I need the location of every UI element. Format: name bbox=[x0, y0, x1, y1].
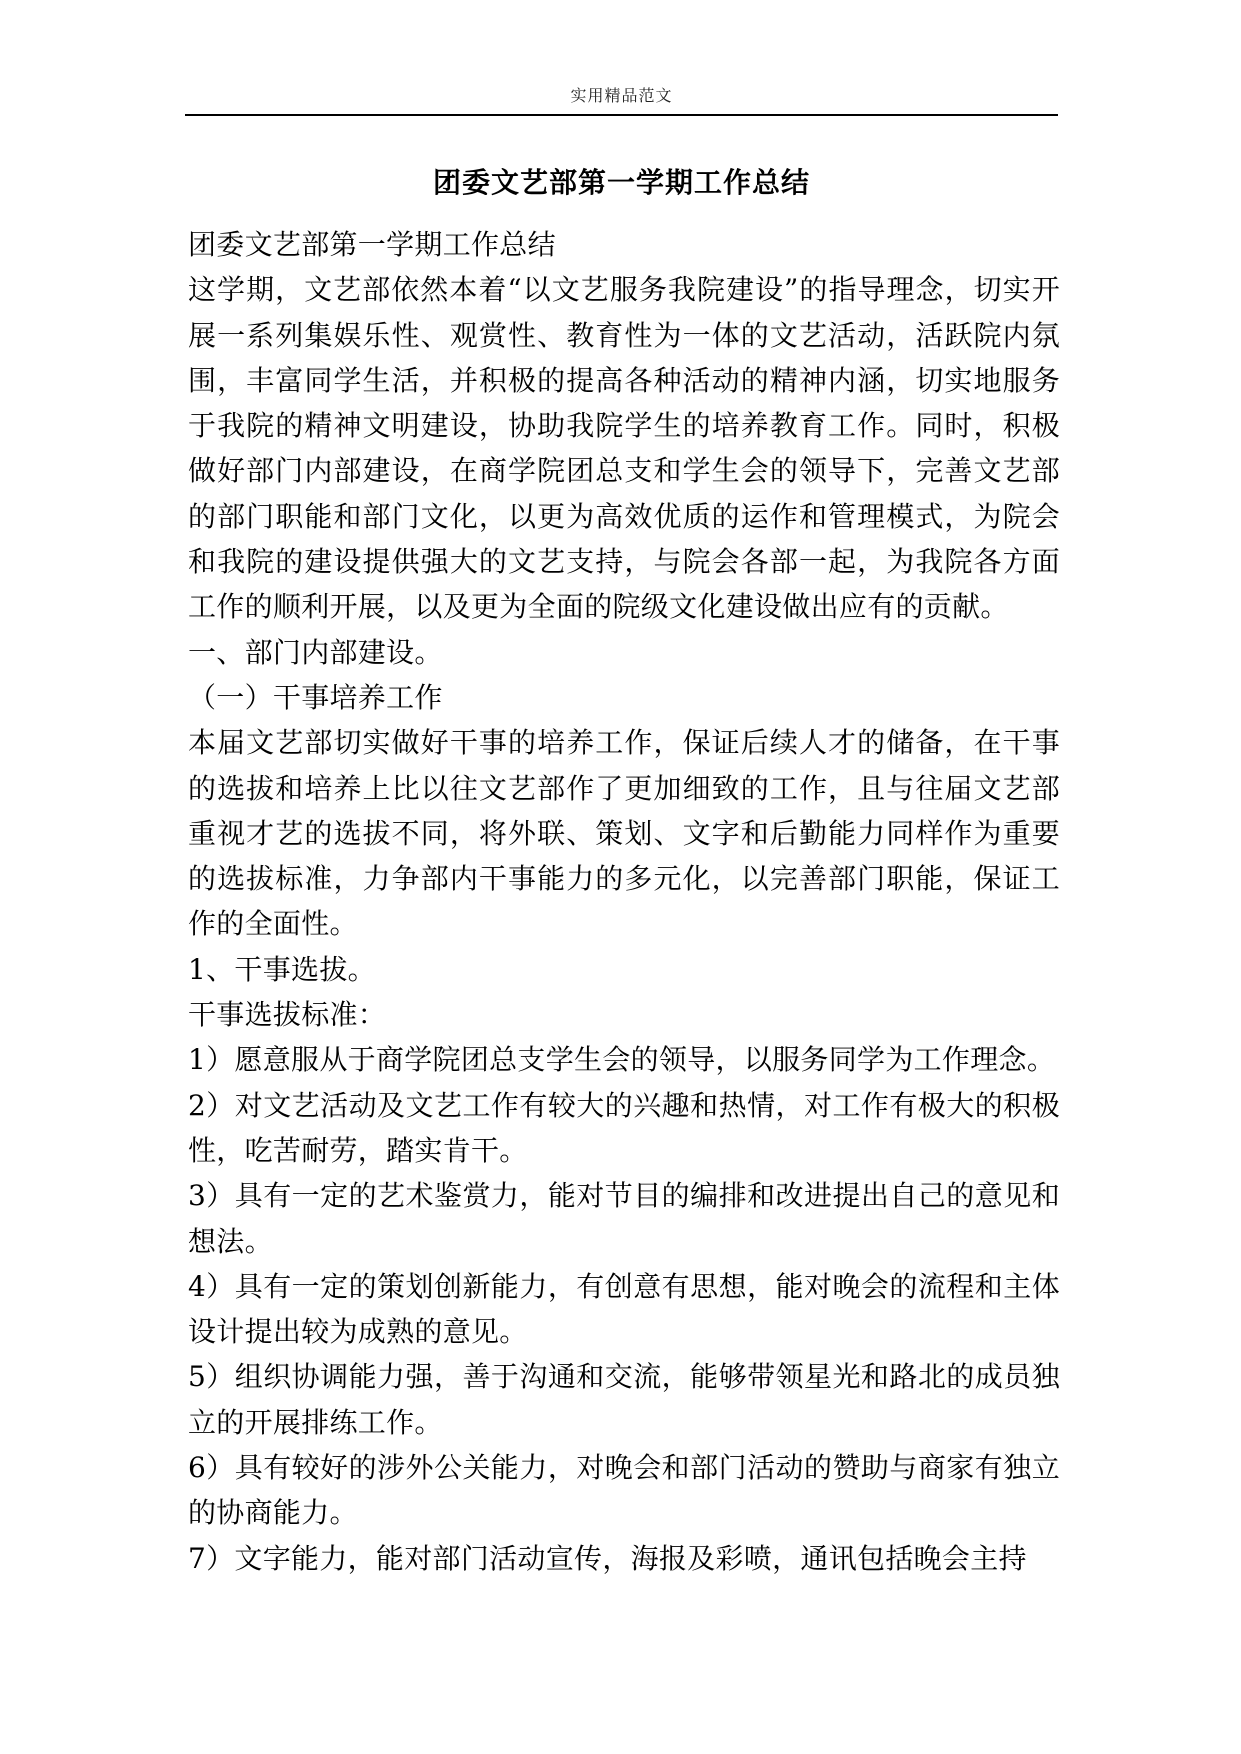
header-divider bbox=[185, 114, 1058, 116]
paragraph-training: 本届文艺部切实做好干事的培养工作，保证后续人才的储备，在干事的选拔和培养上比以往文艺部作了更加细致的工作，且与往届文艺部重视才艺的选拔不同，将外联、策划、文字和后勤能力同样作为重要的选拔标准，力争部内干事能力的多元化，以完善部门职能，保证工作的全面性。 bbox=[188, 726, 1060, 941]
criteria-item: 3）具有一定的艺术鉴赏力，能对节目的编排和改进提出自己的意见和想法。 bbox=[188, 1179, 1060, 1258]
criteria-item: 7）文字能力，能对部门活动宣传，海报及彩喷，通讯包括晚会主持 bbox=[188, 1541, 1027, 1575]
criteria-heading: 干事选拔标准： bbox=[188, 998, 387, 1032]
subsection-heading: （一）干事培养工作 bbox=[188, 680, 443, 714]
item-heading: 1、干事选拔。 bbox=[188, 952, 376, 986]
criteria-item: 6）具有较好的涉外公关能力，对晚会和部门活动的赞助与商家有独立的协商能力。 bbox=[188, 1451, 1060, 1530]
document-body bbox=[188, 222, 1060, 1581]
paragraph-subtitle: 团委文艺部第一学期工作总结 bbox=[188, 228, 556, 261]
running-header: 实用精品范文 bbox=[570, 86, 673, 105]
criteria-item: 1）愿意服从于商学院团总支学生会的领导，以服务同学为工作理念。 bbox=[188, 1043, 1056, 1077]
paragraph-intro: 这学期，文艺部依然本着“以文艺服务我院建设”的指导理念，切实开展一系列集娱乐性、观赏性、教育性为一体的文艺活动，活跃院内氛围，丰富同学生活，并积极的提高各种活动的精神内涵，切实地服务于我院的精神文明建设，协助我院学生的培养教育工作。同时，积极做好部门内部建设，在商学院团总支和学生会的领导下，完善文艺部的部门职能和部门文化，以更为高效优质的运作和管理模式，为院会和我院的建设提供强大的文艺支持，与院会各部一起，为我院各方面工作的顺利开展，以及更为全面的院级文化建设做出应有的贡献。 bbox=[188, 273, 1060, 624]
criteria-item: 2）对文艺活动及文艺工作有较大的兴趣和热情，对工作有极大的积极性，吃苦耐劳，踏实肯干。 bbox=[188, 1088, 1060, 1167]
document-title: 团委文艺部第一学期工作总结 bbox=[432, 166, 810, 199]
criteria-item: 5）组织协调能力强，善于沟通和交流，能够带领星光和路北的成员独立的开展排练工作。 bbox=[188, 1360, 1060, 1439]
section-heading: 一、部门内部建设。 bbox=[188, 635, 443, 669]
criteria-item: 4）具有一定的策划创新能力，有创意有思想，能对晚会的流程和主体设计提出较为成熟的意见。 bbox=[188, 1269, 1060, 1349]
